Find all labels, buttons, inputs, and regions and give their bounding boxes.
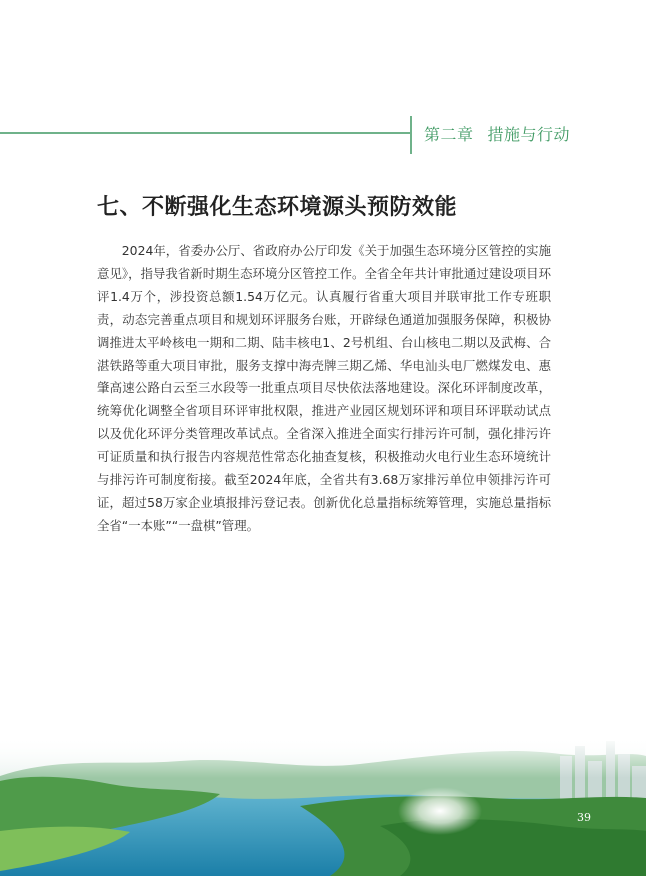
section-heading: 七、不断强化生态环境源头预防效能: [97, 194, 458, 220]
chapter-header: [424, 122, 570, 145]
section-label: 措施与行动: [487, 125, 571, 144]
header-divider: [410, 116, 412, 154]
page-number: 39: [577, 811, 591, 824]
header-rule: [0, 132, 410, 134]
body-paragraph: 2024年，省委办公厅、省政府办公厅印发《关于加强生态环境分区管控的实施意见》，指导我省新时期生态环境分区管控工作。全省全年共计审批通过建设项目环评1.4万个，涉投资总额1.54万亿元。认真履行省重大项目并联审批工作专班职责，动态完善重点项目和规划环评服务台账，开辟绿色通道加强服务保障，积极协调推进太平岭核电一期和二期、陆丰核电1、2号机组、台山核电二期以及武梅、合湛铁路等重大项目审批，服务支撑中海壳牌三期乙烯、华电汕头电厂燃煤发电、惠肇高速公路白云至三水段等一批重点项目尽快依法落地建设。深化环评制度改革，统筹优化调整全省项目环评审批权限，推进产业园区规划环评和项目环评联动试点以及优化环评分类管理改革试点。全省深入推进全面实行排污许可制，强化排污许可证质量和执行报告内容规范性常态化抽查复核，积极推动火电行业生态环境统计与排污许可制度衔接。截至2024年底，全省共有3.68万家排污单位申领排污许可证，超过58万家企业填报排污登记表。创新优化总量指标统筹管理，实施总量指标全省“一本账”“一盘棋”管理。: [97, 243, 551, 533]
landscape-banner-image: [0, 736, 646, 876]
chapter-label: 第二章: [424, 125, 474, 144]
